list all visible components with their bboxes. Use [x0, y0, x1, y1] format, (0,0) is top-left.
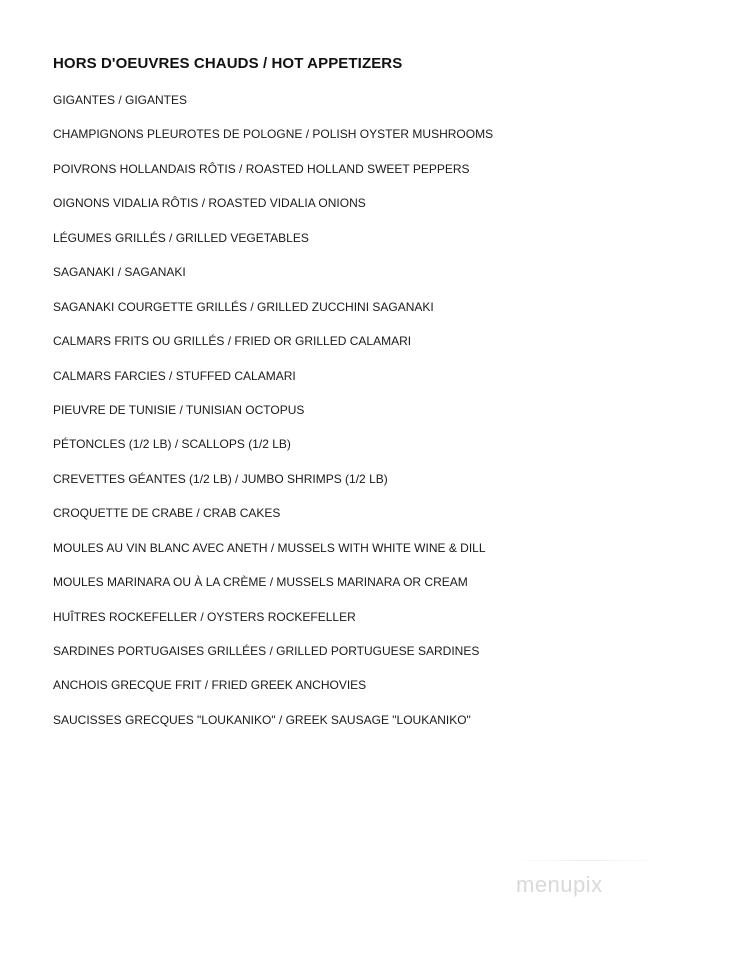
menu-item: PÉTONCLES (1/2 LB) / SCALLOPS (1/2 LB)	[53, 437, 291, 452]
menu-item: POIVRONS HOLLANDAIS RÔTIS / ROASTED HOLLAND SWEET PEPPERS	[53, 161, 470, 176]
menu-item: CHAMPIGNONS PLEUROTES DE POLOGNE / POLISH OYSTER MUSHROOMS	[53, 127, 494, 142]
menu-item: CROQUETTE DE CRABE / CRAB CAKES	[53, 506, 281, 521]
menu-item: LÉGUMES GRILLÉS / GRILLED VEGETABLES	[53, 230, 309, 245]
menu-item: OIGNONS VIDALIA RÔTIS / ROASTED VIDALIA ONIONS	[53, 196, 366, 211]
menu-item: GIGANTES / GIGANTES	[53, 93, 188, 107]
section-heading: HORS D'OEUVRES CHAUDS / HOT APPETIZERS	[53, 55, 403, 72]
menu-item: SAUCISSES GRECQUES "LOUKANIKO" / GREEK SAUSAGE "LOUKANIKO"	[53, 712, 471, 727]
menu-item-list	[53, 93, 493, 747]
menu-item: PIEUVRE DE TUNISIE / TUNISIAN OCTOPUS	[53, 402, 305, 417]
menu-item: SARDINES PORTUGAISES GRILLÉES / GRILLED PORTUGUESE SARDINES	[53, 644, 480, 658]
menu-item: SAGANAKI COURGETTE GRILLÉS / GRILLED ZUCCHINI SAGANAKI	[53, 299, 434, 314]
menu-item: MOULES AU VIN BLANC AVEC ANETH / MUSSELS WITH WHITE WINE & DILL	[53, 540, 486, 555]
menu-item: HUÎTRES ROCKEFELLER / OYSTERS ROCKEFELLER	[53, 609, 356, 624]
menu-item: CREVETTES GÉANTES (1/2 LB) / JUMBO SHRIMPS (1/2 LB)	[53, 471, 388, 486]
menu-item: CALMARS FARCIES / STUFFED CALAMARI	[53, 368, 296, 383]
menupix-watermark: menupix	[516, 872, 603, 897]
watermark-divider	[512, 860, 662, 861]
menu-item: CALMARS FRITS OU GRILLÉS / FRIED OR GRILLED CALAMARI	[53, 334, 412, 349]
menu-item: SAGANAKI / SAGANAKI	[53, 265, 186, 280]
menu-item: ANCHOIS GRECQUE FRIT / FRIED GREEK ANCHOVIES	[53, 678, 367, 693]
menu-item: MOULES MARINARA OU À LA CRÈME / MUSSELS MARINARA OR CREAM	[53, 575, 468, 590]
